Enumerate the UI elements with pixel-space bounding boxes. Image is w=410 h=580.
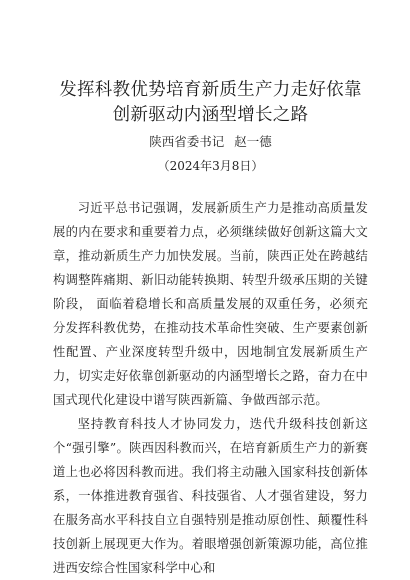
article-body xyxy=(53,196,368,580)
article-title: 发挥科教优势培育新质生产力走好依靠创新驱动内涵型增长之路 xyxy=(59,80,362,125)
paragraph: 习近平总书记强调，发展新质生产力是推动高质量发展的内在要求和重要着力点，必须继续做好创新这篇大文章，推动新质生产力加快发展。当前，陕西正处在跨越结构调整阵痛期、新旧动能转换期、转型升级承压期的关键阶段， 面临着稳增长和高质量发展的双重任务，必须充分发挥科教优势，在推动技术革命性突破、生产要素创新性配置、产业深度转型升级中，因地制宜发展新质生产力，切实走好依靠创新驱动的内涵型增长之路，奋力在中国式现代化建设中谱写陕西新篇、争做西部示范。 xyxy=(53,201,368,407)
author-byline xyxy=(53,132,368,152)
author-name: 赵一德 xyxy=(234,134,272,149)
paragraph: 坚持教育科技人才协同发力，迭代升级科技创新这个“强引擎”。陕西因科教而兴，在培育新质生产力的新赛道上也必将因科教而进。我们将主动融入国家科技创新体系，一体推进教育强省、科技强省、人才强省建设，努力在服务高水平科技自立自强特别是推动原创性、颠覆性科技创新上展现更大作为。着眼增强创新策源功能，高位推进西安综合性国家科学中心和 xyxy=(53,417,368,575)
article-date: （2024年3月8日） xyxy=(157,159,264,173)
author-role: 陕西省委书记 xyxy=(149,134,225,149)
